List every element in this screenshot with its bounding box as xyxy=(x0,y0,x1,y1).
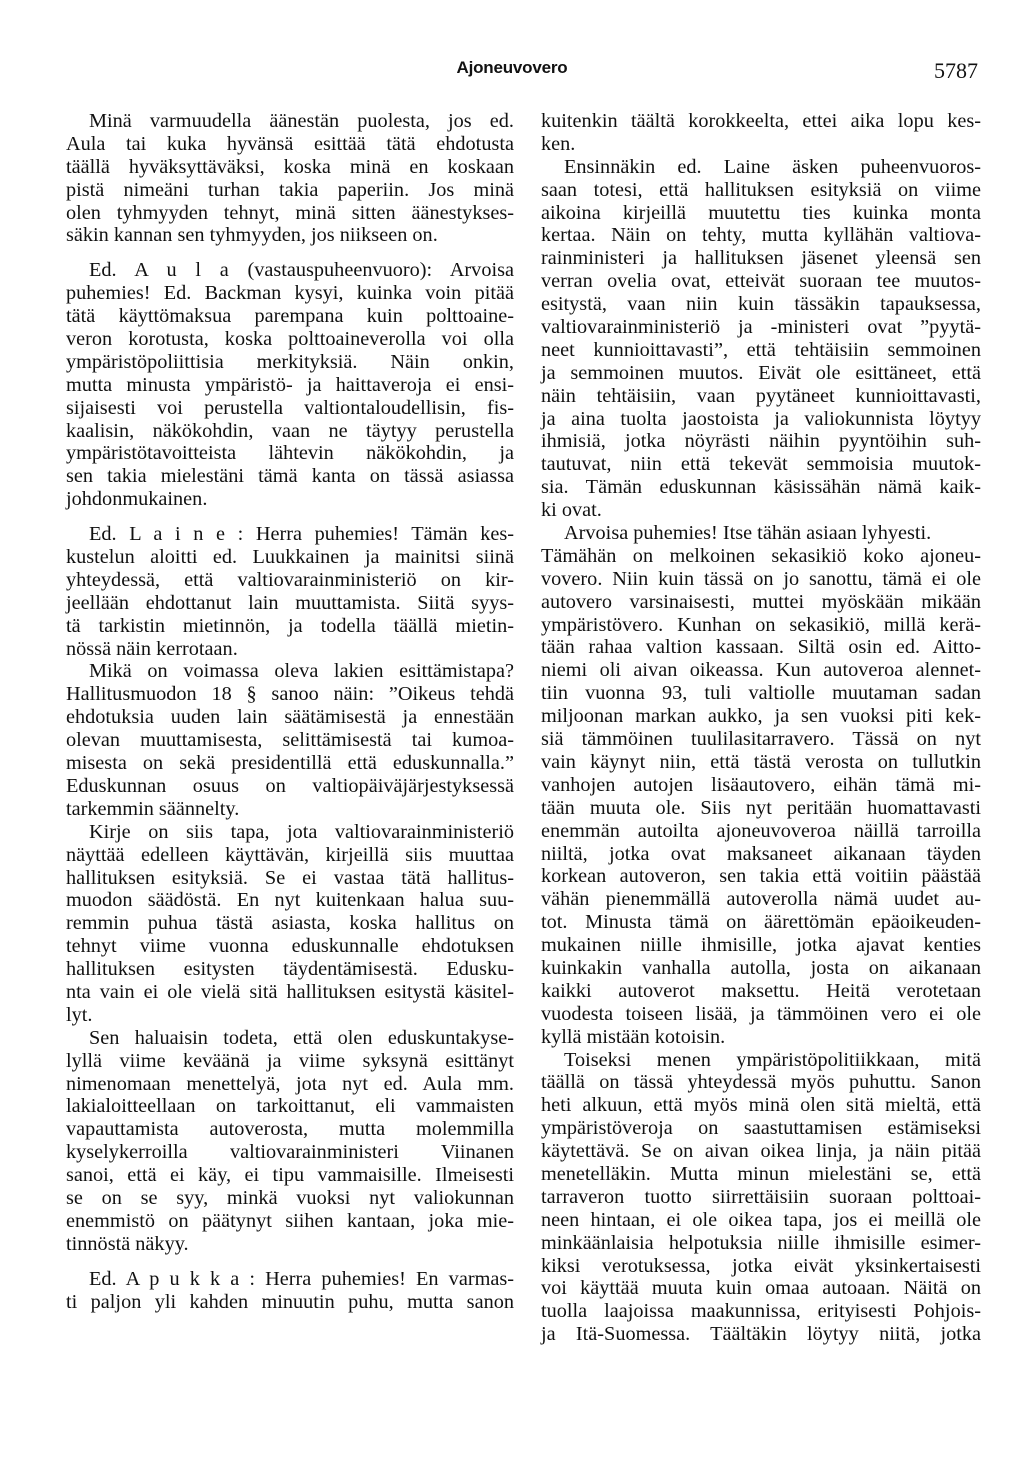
text-line: kuinkakin vanhalla autolla, josta on aikanaan xyxy=(541,956,981,979)
text-line: pistä nimeäni turhan takia paperiin. Jos minä xyxy=(66,178,514,201)
text-line: Ed. L a i n e : Herra puhemies! Tämän kes- xyxy=(89,523,514,546)
text-line: puhemies! Ed. Backman kysyi, kuinka voin pitää xyxy=(66,282,514,305)
text-line: nimenomaan menettelyä, jota nyt ed. Aula mm. xyxy=(66,1072,514,1095)
text-line: rainministeri ja hallituksen jäsenet yleensä sen xyxy=(541,247,981,270)
text-line: voi käyttää muuta kuin omaa autoaan. Näitä on xyxy=(541,1277,981,1300)
text-line: Minä varmuudella äänestän puolesta, jos ed. xyxy=(89,110,514,132)
text-line: autovero varsinaisesti, muttei myöskään mikään xyxy=(541,590,981,613)
text-line: tinnöstä näkyy. xyxy=(66,1232,189,1255)
text-line: kuitenkin täältä korokkeelta, ettei aika lopu kes- xyxy=(541,110,981,132)
text-line: ja aina tuolta jaostoista ja valiokunnista löytyy xyxy=(541,407,981,430)
text-line: säkin kannan sen tyhmyyden, jos niikseen on. xyxy=(66,224,438,247)
text-line: nta vain ei ole vielä sitä hallituksen esitystä käsitel- xyxy=(66,980,514,1003)
text-line: tään muuta ole. Siis nyt peritään huomattavasti xyxy=(541,796,981,819)
text-line: ehdotuksia uuden lain säätämisestä ja ennestään xyxy=(66,706,514,729)
right-column xyxy=(541,110,981,1346)
text-line: tään rahaa valtion kassaan. Siltä osin ed. Aitto- xyxy=(541,636,981,659)
text-line: vuodesta toiseen lisää, ja tämmöinen vero ei ole xyxy=(541,1002,981,1025)
text-line: kustelun aloitti ed. Luukkainen ja mainitsi siinä xyxy=(66,546,514,569)
text-line: mutta minusta ympäristö- ja haittaveroja ei ensi- xyxy=(66,373,514,396)
text-line: kaikki autoverot maksettu. Heitä verotetaan xyxy=(541,979,981,1002)
text-line: sanoi, että ei käy, ei tipu vammaisille. Ilmeisesti xyxy=(66,1164,514,1187)
text-line: käytettävä. Se on aivan oikea linja, ja näin pitää xyxy=(541,1140,981,1163)
text-line: vähän pienemmällä autoverolla nämä uudet au- xyxy=(541,888,981,911)
text-line: Hallitusmuodon 18 § sanoo näin: ”Oikeus tehdä xyxy=(66,683,514,706)
text-line: vain käynyt niin, että tästä verosta on tullutkin xyxy=(541,750,981,773)
text-line: tautuvat, niin että tekevät semmoisia muutok- xyxy=(541,453,981,476)
text-line: saan totesi, että hallituksen esityksiä on viime xyxy=(541,178,981,201)
text-line: ihmisiä, jotka nöyrästi näihin pyyntöihin suh- xyxy=(541,430,981,453)
text-line: nössä näin kerrotaan. xyxy=(66,637,238,660)
text-line: olevan muuttamisesta, selittämisestä tai kumoa- xyxy=(66,729,514,752)
text-line: minkäänlaisia helpotuksia niille ihmisille esimer- xyxy=(541,1231,981,1254)
text-line: enemmän autoilta ajoneuvoveroa näillä tarroilla xyxy=(541,819,981,842)
text-line: mukainen niille ihmisille, jotka ajavat kenties xyxy=(541,934,981,957)
text-line: vovero. Niin kuin tässä on jo sanottu, tämä ei ole xyxy=(541,567,981,590)
text-line: Kirje on siis tapa, jota valtiovarainministeriö xyxy=(89,820,514,843)
text-line: ympäristöveroja on saastuttamisen estämiseksi xyxy=(541,1117,981,1140)
text-line: verran ovelia ovat, etteivät suoraan tee muutos- xyxy=(541,270,981,293)
text-line: lakialoitteellaan on tarkoittanut, eli vammaisten xyxy=(66,1095,514,1118)
text-line: neen hintaan, ei ole oikea tapa, jos ei meillä ole xyxy=(541,1208,981,1231)
text-line: niiltä, jotka ovat maksaneet aikanaan täyden xyxy=(541,842,981,865)
text-line: ympäristövero. Kunhan on sekasikiö, millä kerä- xyxy=(541,613,981,636)
text-line: menetelläkin. Mutta minun mielestäni se, että xyxy=(541,1162,981,1185)
text-line: sen takia mielestäni tämä kanta on tässä asiassa xyxy=(66,465,514,488)
text-line: enemmistö on päätynyt siihen kantaan, joka mie- xyxy=(66,1209,514,1232)
text-line: ken. xyxy=(541,132,576,155)
text-line: tuolla laajoissa maakunnissa, erityisesti Pohjois- xyxy=(541,1300,981,1323)
text-line: kyselykerroilla valtiovarainministeri Viinanen xyxy=(66,1141,514,1164)
running-title: Ajoneuvovero xyxy=(456,58,568,77)
text-line: sijaisesti voi perustella valtiontaloudellisin, fis- xyxy=(66,396,514,419)
text-line: ki ovat. xyxy=(541,499,602,522)
text-line: Mikä on voimassa oleva lakien esittämistapa? xyxy=(89,660,514,683)
text-line: hallituksen esitysten täydentämisestä. Edusku- xyxy=(66,958,514,981)
text-line: muodon säädöstä. En nyt kuitenkaan halua suu- xyxy=(66,889,514,912)
text-line: vapauttamista autoverosta, mutta molemmilla xyxy=(66,1118,514,1141)
text-line: yhteydessä, että valtiovarainministeriö on kir- xyxy=(66,568,514,591)
text-line: täällä hyväksyttäväksi, koska minä en koskaan xyxy=(66,155,514,178)
text-line: remmin puhua tästä asiasta, koska hallitus on xyxy=(66,912,514,935)
text-line: tiin vuonna 93, tuli valtiolle muutaman sadan xyxy=(541,682,981,705)
text-line: näin tehtäisiin, vaan pyytäneet kunnioittavasti, xyxy=(541,384,981,407)
text-line: ja Itä-Suomessa. Täältäkin löytyy niitä, jotka xyxy=(541,1323,981,1346)
text-line: tarkemmin säännelty. xyxy=(66,797,240,820)
text-line: sia. Tämän eduskunnan käsissähän nämä kaik- xyxy=(541,476,981,499)
text-line: tä tarkistin mietinnön, ja todella täällä mietin- xyxy=(66,614,514,637)
text-line: kaalisin, näkökohdin, vaan ne täytyy perustella xyxy=(66,419,514,442)
text-line: vanhojen autojen lisäautovero, eihän tämä mi- xyxy=(541,773,981,796)
text-line: aikoina kirjeillä muutettu ties kuinka monta xyxy=(541,201,981,224)
text-line: Ed. A p u k k a : Herra puhemies! En varmas- xyxy=(89,1267,514,1290)
text-line: tot. Minusta tämä on äärettömän epäoikeuden- xyxy=(541,911,981,934)
text-line: neet kunnioittavasti”, että tehtäisiin semmoinen xyxy=(541,338,981,361)
text-line: Sen haluaisin todeta, että olen eduskuntakyse- xyxy=(89,1026,514,1049)
text-line: ympäristötavoitteista lähtevin näkökohdin, ja xyxy=(66,442,514,465)
text-line: heti alkuun, että myös minä olen sitä mieltä, että xyxy=(541,1094,981,1117)
text-line: ympäristöpoliittisia merkityksiä. Näin onkin, xyxy=(66,350,514,373)
page-number: 5787 xyxy=(934,58,978,83)
text-line: olen tyhmyyden tehnyt, minä sitten äänestykses- xyxy=(66,201,514,224)
text-line: korkean autoveron, sen takia että voitiin päästää xyxy=(541,865,981,888)
text-line: näyttää edelleen käyttävän, kirjeillä siis muuttaa xyxy=(66,843,514,866)
text-line: Eduskunnan osuus on valtiopäiväjärjestyksessä xyxy=(66,774,514,797)
left-column xyxy=(66,110,514,1313)
text-line: miljoonan markan aukko, ja sen vuoksi piti kek- xyxy=(541,705,981,728)
text-line: se on se syy, minkä vuoksi nyt valiokunnan xyxy=(66,1186,514,1209)
text-line: tätä käyttömaksua parempana kuin polttoaine- xyxy=(66,305,514,328)
text-line: misesta on sekä presidentillä että eduskunnalla.” xyxy=(66,752,514,775)
text-line: valtiovarainministeriö ja -ministeri ovat ”pyytä- xyxy=(541,316,981,339)
text-line: kiksi verotuksessa, jotka eivät yksinkertaisesti xyxy=(541,1254,981,1277)
text-line: Arvoisa puhemies! Itse tähän asiaan lyhyesti. xyxy=(564,522,932,545)
text-line: Toiseksi menen ympäristöpolitiikkaan, mitä xyxy=(564,1048,981,1071)
text-line: Ed. A u l a (vastauspuheenvuoro): Arvoisa xyxy=(89,259,514,282)
text-line: siä tämmöinen tuulilasitarravero. Tässä on nyt xyxy=(541,728,981,751)
text-line: Ensinnäkin ed. Laine äsken puheenvuoros- xyxy=(564,155,981,178)
text-line: veron korotusta, koska polttoaineverolla voi olla xyxy=(66,328,514,351)
text-line: tarraveron tuotto siirrettäisiin suoraan polttoai- xyxy=(541,1185,981,1208)
text-line: tehnyt viime vuonna eduskunnalle ehdotuksen xyxy=(66,935,514,958)
text-line: hallituksen esityksiä. Se ei vastaa tätä hallitus- xyxy=(66,866,514,889)
text-line: kertaa. Näin on tehty, mutta kyllähän valtiova- xyxy=(541,224,981,247)
text-line: kyllä mistään kotoisin. xyxy=(541,1025,726,1048)
text-line: ti paljon yli kahden minuutin puhu, mutta sanon xyxy=(66,1290,514,1313)
text-line: johdonmukainen. xyxy=(66,488,208,511)
text-line: lyt. xyxy=(66,1003,93,1026)
text-line: lyllä viime keväänä ja viime syksynä esittänyt xyxy=(66,1049,514,1072)
text-line: ja semmoinen muutos. Eivät ole esittäneet, että xyxy=(541,361,981,384)
text-line: Aula tai kuka hyvänsä esittää tätä ehdotusta xyxy=(66,132,514,155)
text-line: esitystä, vaan niin kuin tässäkin tapauksessa, xyxy=(541,293,981,316)
text-line: niemi oli aivan oikeassa. Kun autoveroa alennet- xyxy=(541,659,981,682)
text-line: jeellään ehdottanut lain muuttamista. Siitä syys- xyxy=(66,591,514,614)
text-line: täällä on tässä yhteydessä myös puhuttu. Sanon xyxy=(541,1071,981,1094)
text-line: Tämähän on melkoinen sekasikiö koko ajoneu- xyxy=(541,544,981,567)
